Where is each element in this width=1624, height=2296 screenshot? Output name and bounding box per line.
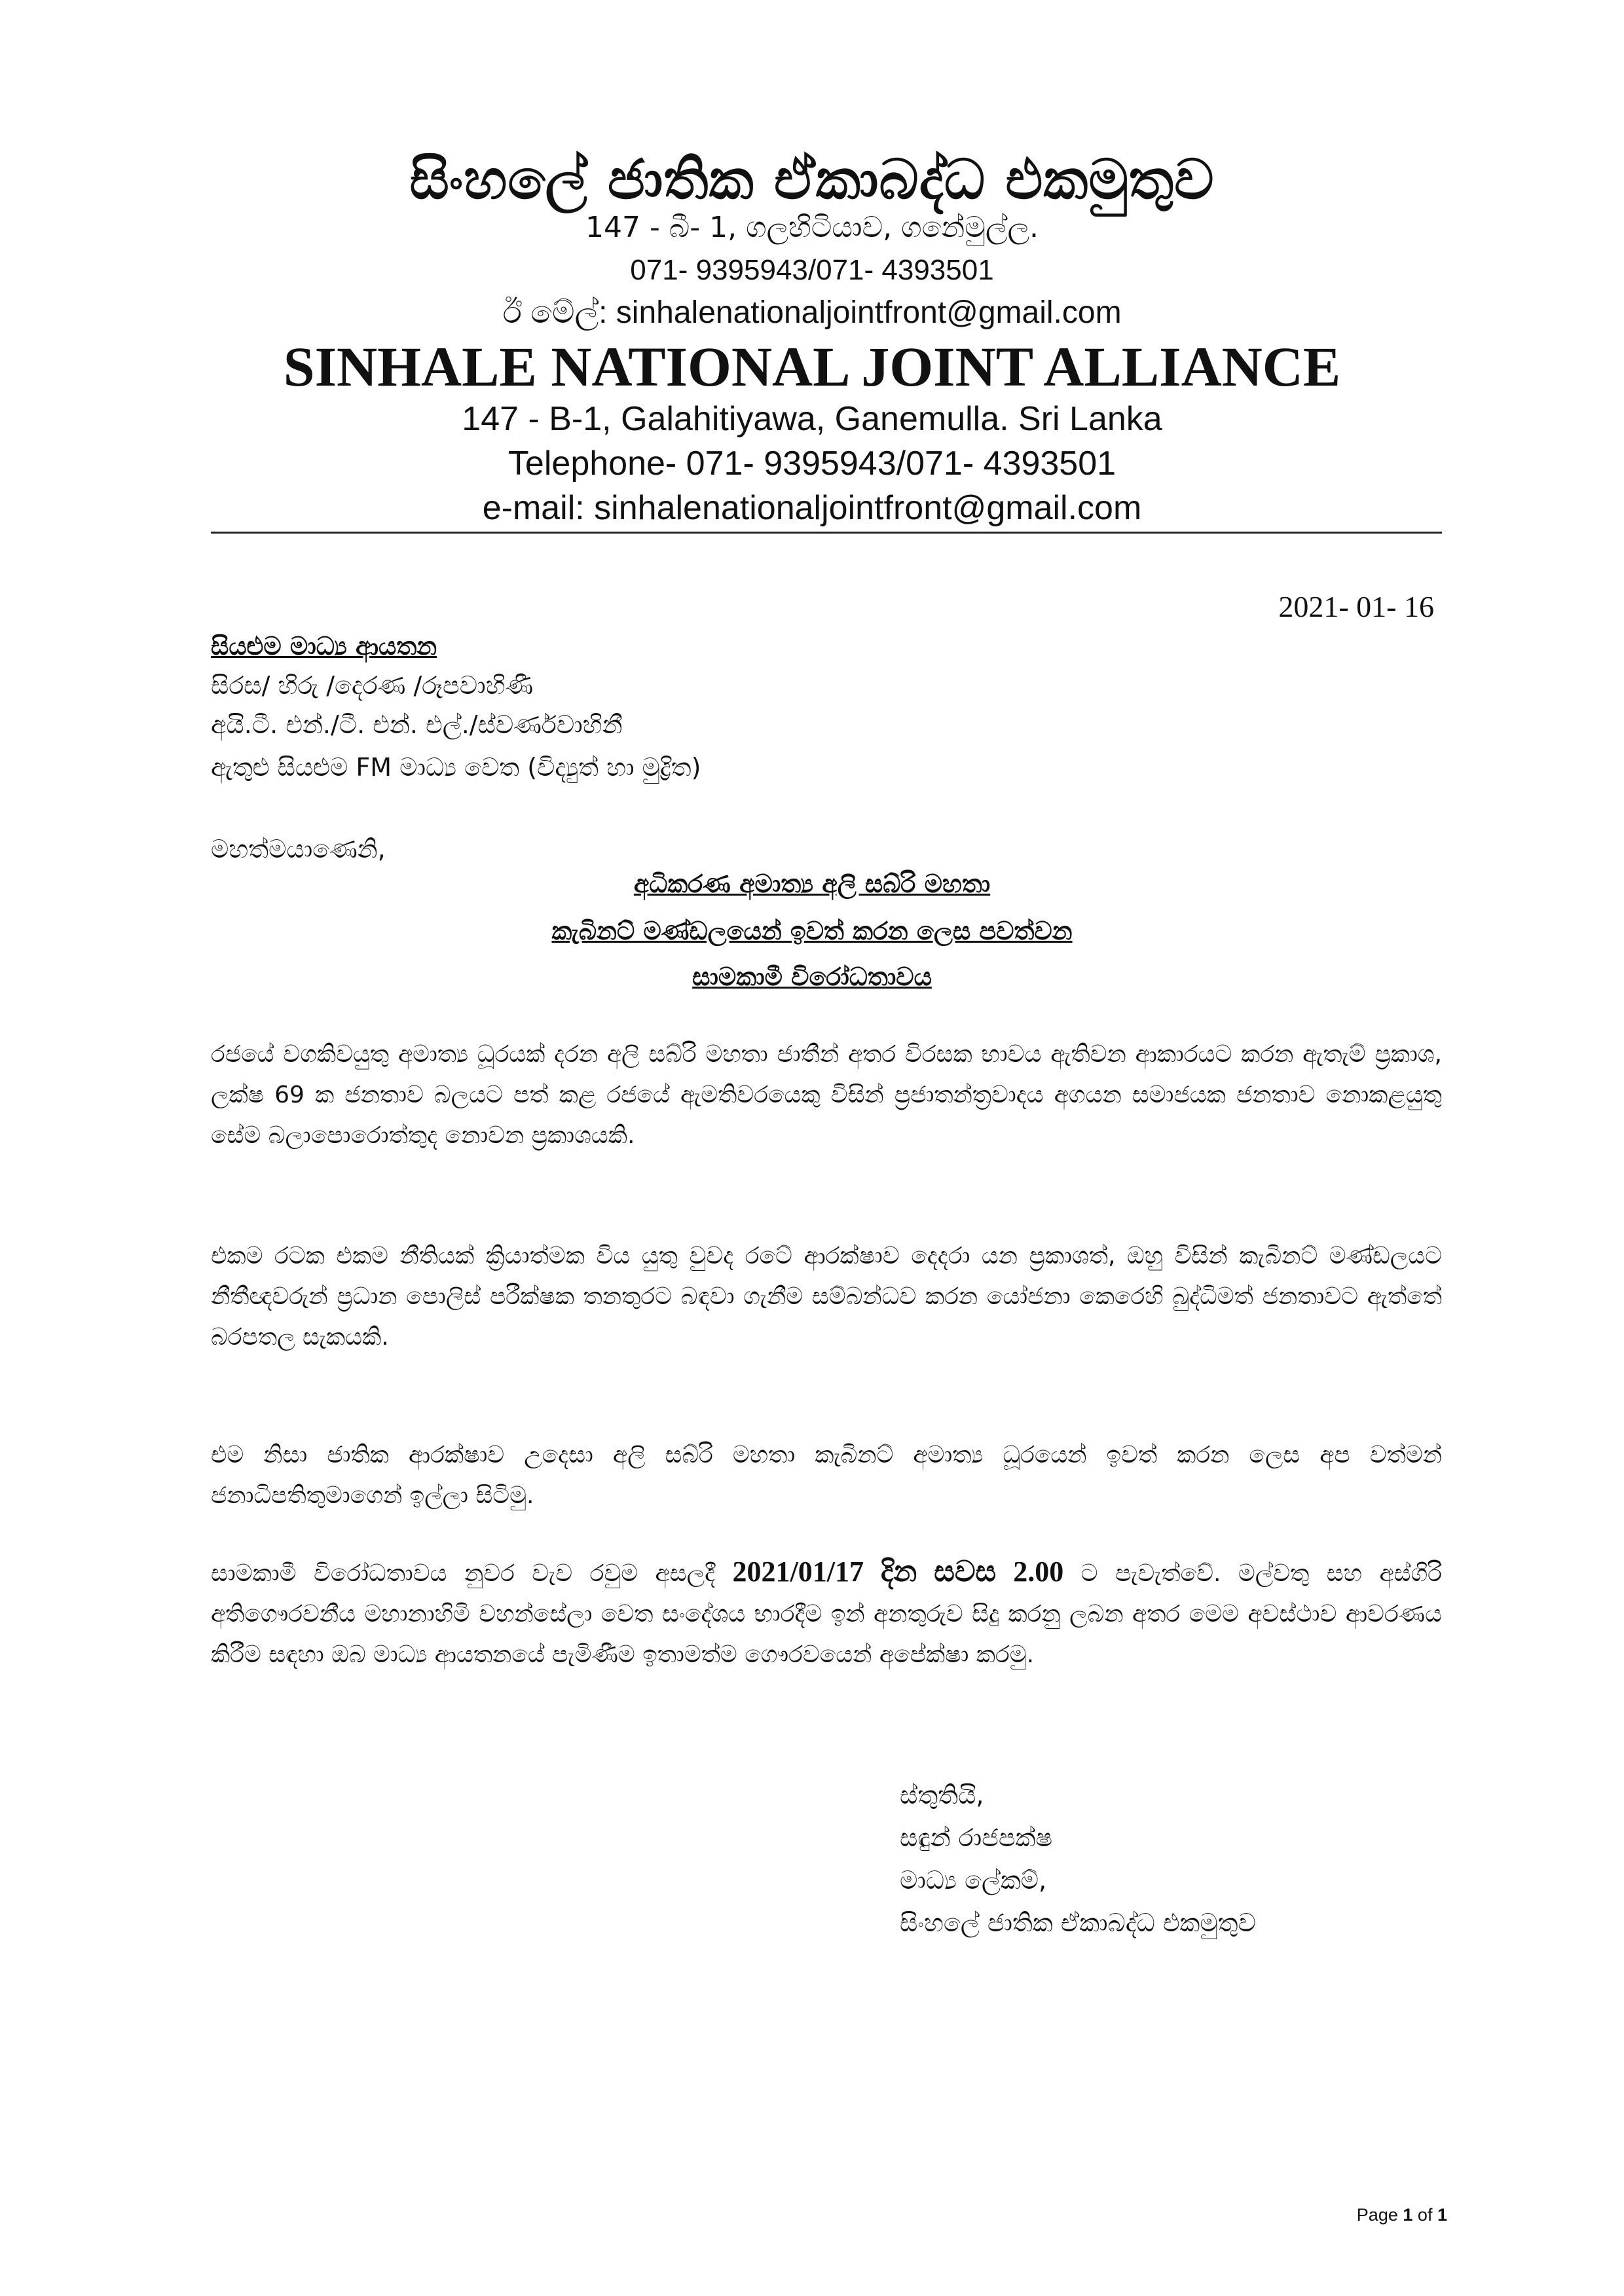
subject-line: අධිකරණ අමාත්‍ය අලි සබ්රි මහතා	[633, 869, 991, 898]
addressee-line: අයි.ටී. එන්./ටී. එන්. එල්./ස්වර්ණවාහිනී	[211, 710, 623, 739]
addressee-heading: සියළුම මාධ්‍ය ආයතන	[211, 632, 437, 661]
letterhead-divider	[211, 532, 1442, 534]
page-footer	[1357, 2205, 1447, 2225]
english-phone: Telephone- 071- 9395943/071- 4393501	[507, 445, 1116, 483]
page-label: Page	[1356, 2205, 1398, 2225]
sinhala-address: 147 - බී- 1, ගලහිටියාව, ගනේමුල්ල.	[585, 211, 1039, 244]
english-org-name: SINHALE NATIONAL JOINT ALLIANCE	[283, 335, 1341, 398]
page-number: 1	[1403, 2205, 1413, 2225]
signatory-org: සිංහලේ ජාතික ඒකාබද්ධ එකමුතුව	[900, 1908, 1256, 1937]
english-email: e-mail: sinhalenationaljointfront@gmail.com	[482, 489, 1142, 527]
addressee-line: සිරස/ හිරු /දෙරණ /රූපවාහිණී	[211, 671, 534, 700]
signatory-name: සඳුන් රාජපක්ෂ	[900, 1823, 1053, 1852]
subject-line: සාමකාමී විරෝධතාවය	[692, 962, 932, 991]
page-total: 1	[1437, 2205, 1447, 2225]
body-paragraph	[211, 1552, 1442, 1675]
closing: ස්තුතියි,	[900, 1781, 984, 1810]
salutation: මහත්මයාණෙනි,	[211, 835, 386, 864]
body-paragraph: එකම රටක එකම නීතියක් ක්‍රියාත්මක විය යුතු වුවද රටේ ආරක්ෂාව දෙදරා යන ප්‍රකාශත්, ඔහු විසින් කැබිනට් මණ්ඩලයට නීතීඥවරුන් ප්‍රධාන පොලිස් පරීක්ෂක තනතුරට බඳවා ගැනීම සම්බන්ධව කරන යෝජනා කෙරෙහි බුද්ධිමත් ජනතාවට ඇත්තේ බරපතල සැකයකි.	[211, 1243, 1442, 1351]
body-paragraph: රජයේ වගකිවයුතු අමාත්‍ය ධූරයක් දරන අලි සබ්රි මහතා ජාතීන් අතර විරසක භාවය ඇතිවන ආකාරයට කරන ඇතැම් ප්‍රකාශ, ලක්ෂ 69 ක ජනතාව බලයට පත් කළ රජයේ ඇමතිවරයෙකු විසින් ප්‍රජාතන්ත්‍රවාදය අගයන සමාජයක ජනතාව නොකළයුතු සේම බලාපොරොත්තුද නොවන ප්‍රකාශයකි.	[211, 1041, 1442, 1149]
signatory-title: මාධ්‍ය ලේකම්,	[900, 1866, 1047, 1895]
body-text: ට පැවැත්වේ. මල්වතු සහ අස්ගිරි අතිගෞරවනීය මහානාහිමි වහන්සේලා වෙත සංදේශය භාරදීම ඉන් අනතුරුව සිදු කරනු ලබන අතර මෙම අවස්ථාව ආවරණය කිරීම සඳහා ඔබ මාධ්‍ය ආයතනයේ පැමිණීම ඉතාමත්ම ගෞරවයෙන් අපේක්ෂා කරමු.	[211, 1560, 1443, 1668]
addressee-line: ඇතුළු සියළුම FM මාධ්‍ය වෙත (විද්‍යුත් හා මුද්‍රිත)	[211, 753, 701, 782]
body-text: සාමකාමී විරෝධතාවය නුවර වැව රවුම අසලදී	[211, 1560, 733, 1587]
body-paragraph: එම නිසා ජාතික ආරක්ෂාව උදෙසා අලි සබ්රි මහතා කැබිනට් අමාත්‍ය ධූරයෙන් ඉවත් කරන ලෙස අප වත්මන් ජනාධිපතිතුමාගෙන් ඉල්ලා සිටිමු.	[211, 1442, 1442, 1509]
event-datetime: 2021/01/17 දින සවස 2.00	[732, 1556, 1064, 1588]
english-address: 147 - B-1, Galahitiyawa, Ganemulla. Sri Lanka	[462, 400, 1162, 438]
sinhala-phone: 071- 9395943/071- 4393501	[630, 254, 994, 286]
sinhala-email: ඊ මේල්: sinhalenationaljointfront@gmail.com	[502, 295, 1122, 330]
sinhala-org-name: සිංහලේ ජාතික ඒකාබද්ධ එකමුතුව	[409, 147, 1215, 211]
letter-date: 2021- 01- 16	[1278, 590, 1434, 623]
of-label: of	[1417, 2205, 1433, 2225]
subject-line: කැබිනට් මණ්ඩලයෙන් ඉවත් කරන ලෙස පවත්වන	[551, 917, 1073, 945]
